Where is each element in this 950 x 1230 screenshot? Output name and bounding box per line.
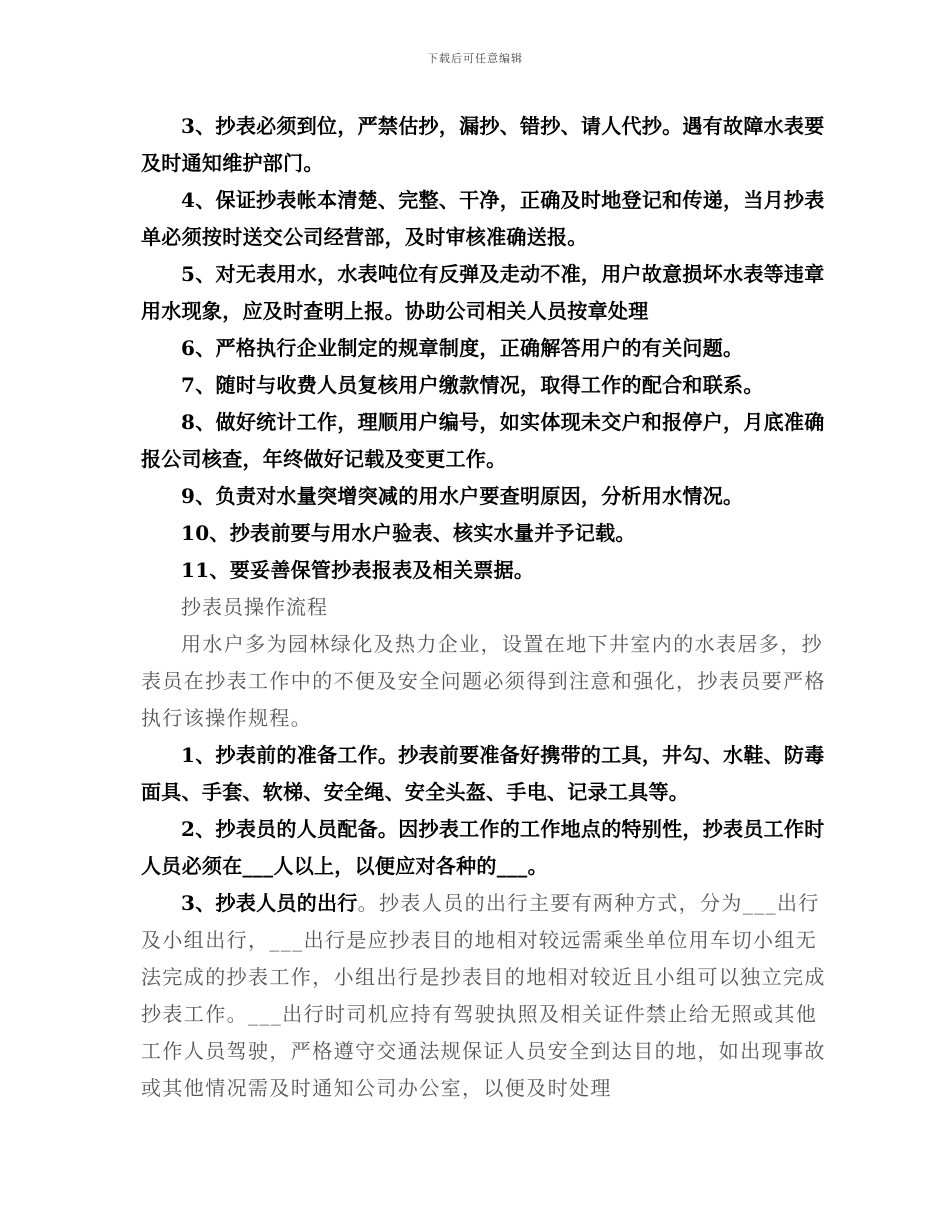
paragraph-rule-4: 4、保证抄表帐本清楚、完整、干净，正确及时地登记和传递，当月抄表单必须按时送交公司经营部，及时审核准确送报。 (141, 188, 825, 249)
section-heading: 抄表员操作流程 (181, 595, 328, 619)
paragraph-rule-9: 9、负责对水量突增突减的用水户要查明原因，分析用水情况。 (181, 484, 744, 508)
paragraph-intro: 用水户多为园林绿化及热力企业，设置在地下井室内的水表居多，抄表员在抄表工作中的不便及安全问题必须得到注意和强化，抄表员要严格执行该操作规程。 (141, 632, 826, 730)
paragraph-step-3-body: 。抄表人员的出行主要有两种方式，分为___出行及小组出行，___出行是应抄表目的地相对较远需乘坐单位用车切小组无法完成的抄表工作，小组出行是抄表目的地相对较近且小组可以独立完成抄表工作。___出行时司机应持有驾驶执照及相关证件禁止给无照或其他工作人员驾驶，严格遵守交通法规保证人员安全到达目的地，如出现事故或其他情况需及时通知公司办公室，以便及时处理 (141, 891, 826, 1100)
page-header: 下载后可任意编辑 (427, 52, 523, 65)
paragraph-step-2: 2、抄表员的人员配备。因抄表工作的工作地点的特别性，抄表员工作时人员必须在___人以上，以便应对各种的___。 (141, 817, 825, 878)
paragraph-rule-6: 6、严格执行企业制定的规章制度，正确解答用户的有关问题。 (181, 336, 744, 360)
paragraph-step-3 (141, 885, 826, 1107)
paragraph-rule-3: 3、抄表必须到位，严禁估抄，漏抄、错抄、请人代抄。遇有故障水表要及时通知维护部门。 (141, 114, 825, 175)
paragraph-step-1: 1、抄表前的准备工作。抄表前要准备好携带的工具，井勾、水鞋、防毒面具、手套、软梯、安全绳、安全头盔、手电、记录工具等。 (141, 743, 825, 804)
paragraph-rule-10: 10、抄表前要与用水户验表、核实水量并予记载。 (181, 521, 636, 545)
paragraph-step-3-lead: 3、抄表人员的出行 (181, 891, 358, 915)
document-body (141, 108, 826, 1107)
paragraph-rule-5: 5、对无表用水，水表吨位有反弹及走动不准，用户故意损坏水表等违章用水现象，应及时查明上报。协助公司相关人员按章处理 (141, 262, 825, 323)
paragraph-rule-11: 11、要妥善保管抄表报表及相关票据。 (181, 558, 535, 582)
paragraph-rule-7: 7、随时与收费人员复核用户缴款情况，取得工作的配合和联系。 (181, 373, 764, 397)
paragraph-rule-8: 8、做好统计工作，理顺用户编号，如实体现未交户和报停户，月底准确报公司核查，年终做好记载及变更工作。 (141, 410, 825, 471)
